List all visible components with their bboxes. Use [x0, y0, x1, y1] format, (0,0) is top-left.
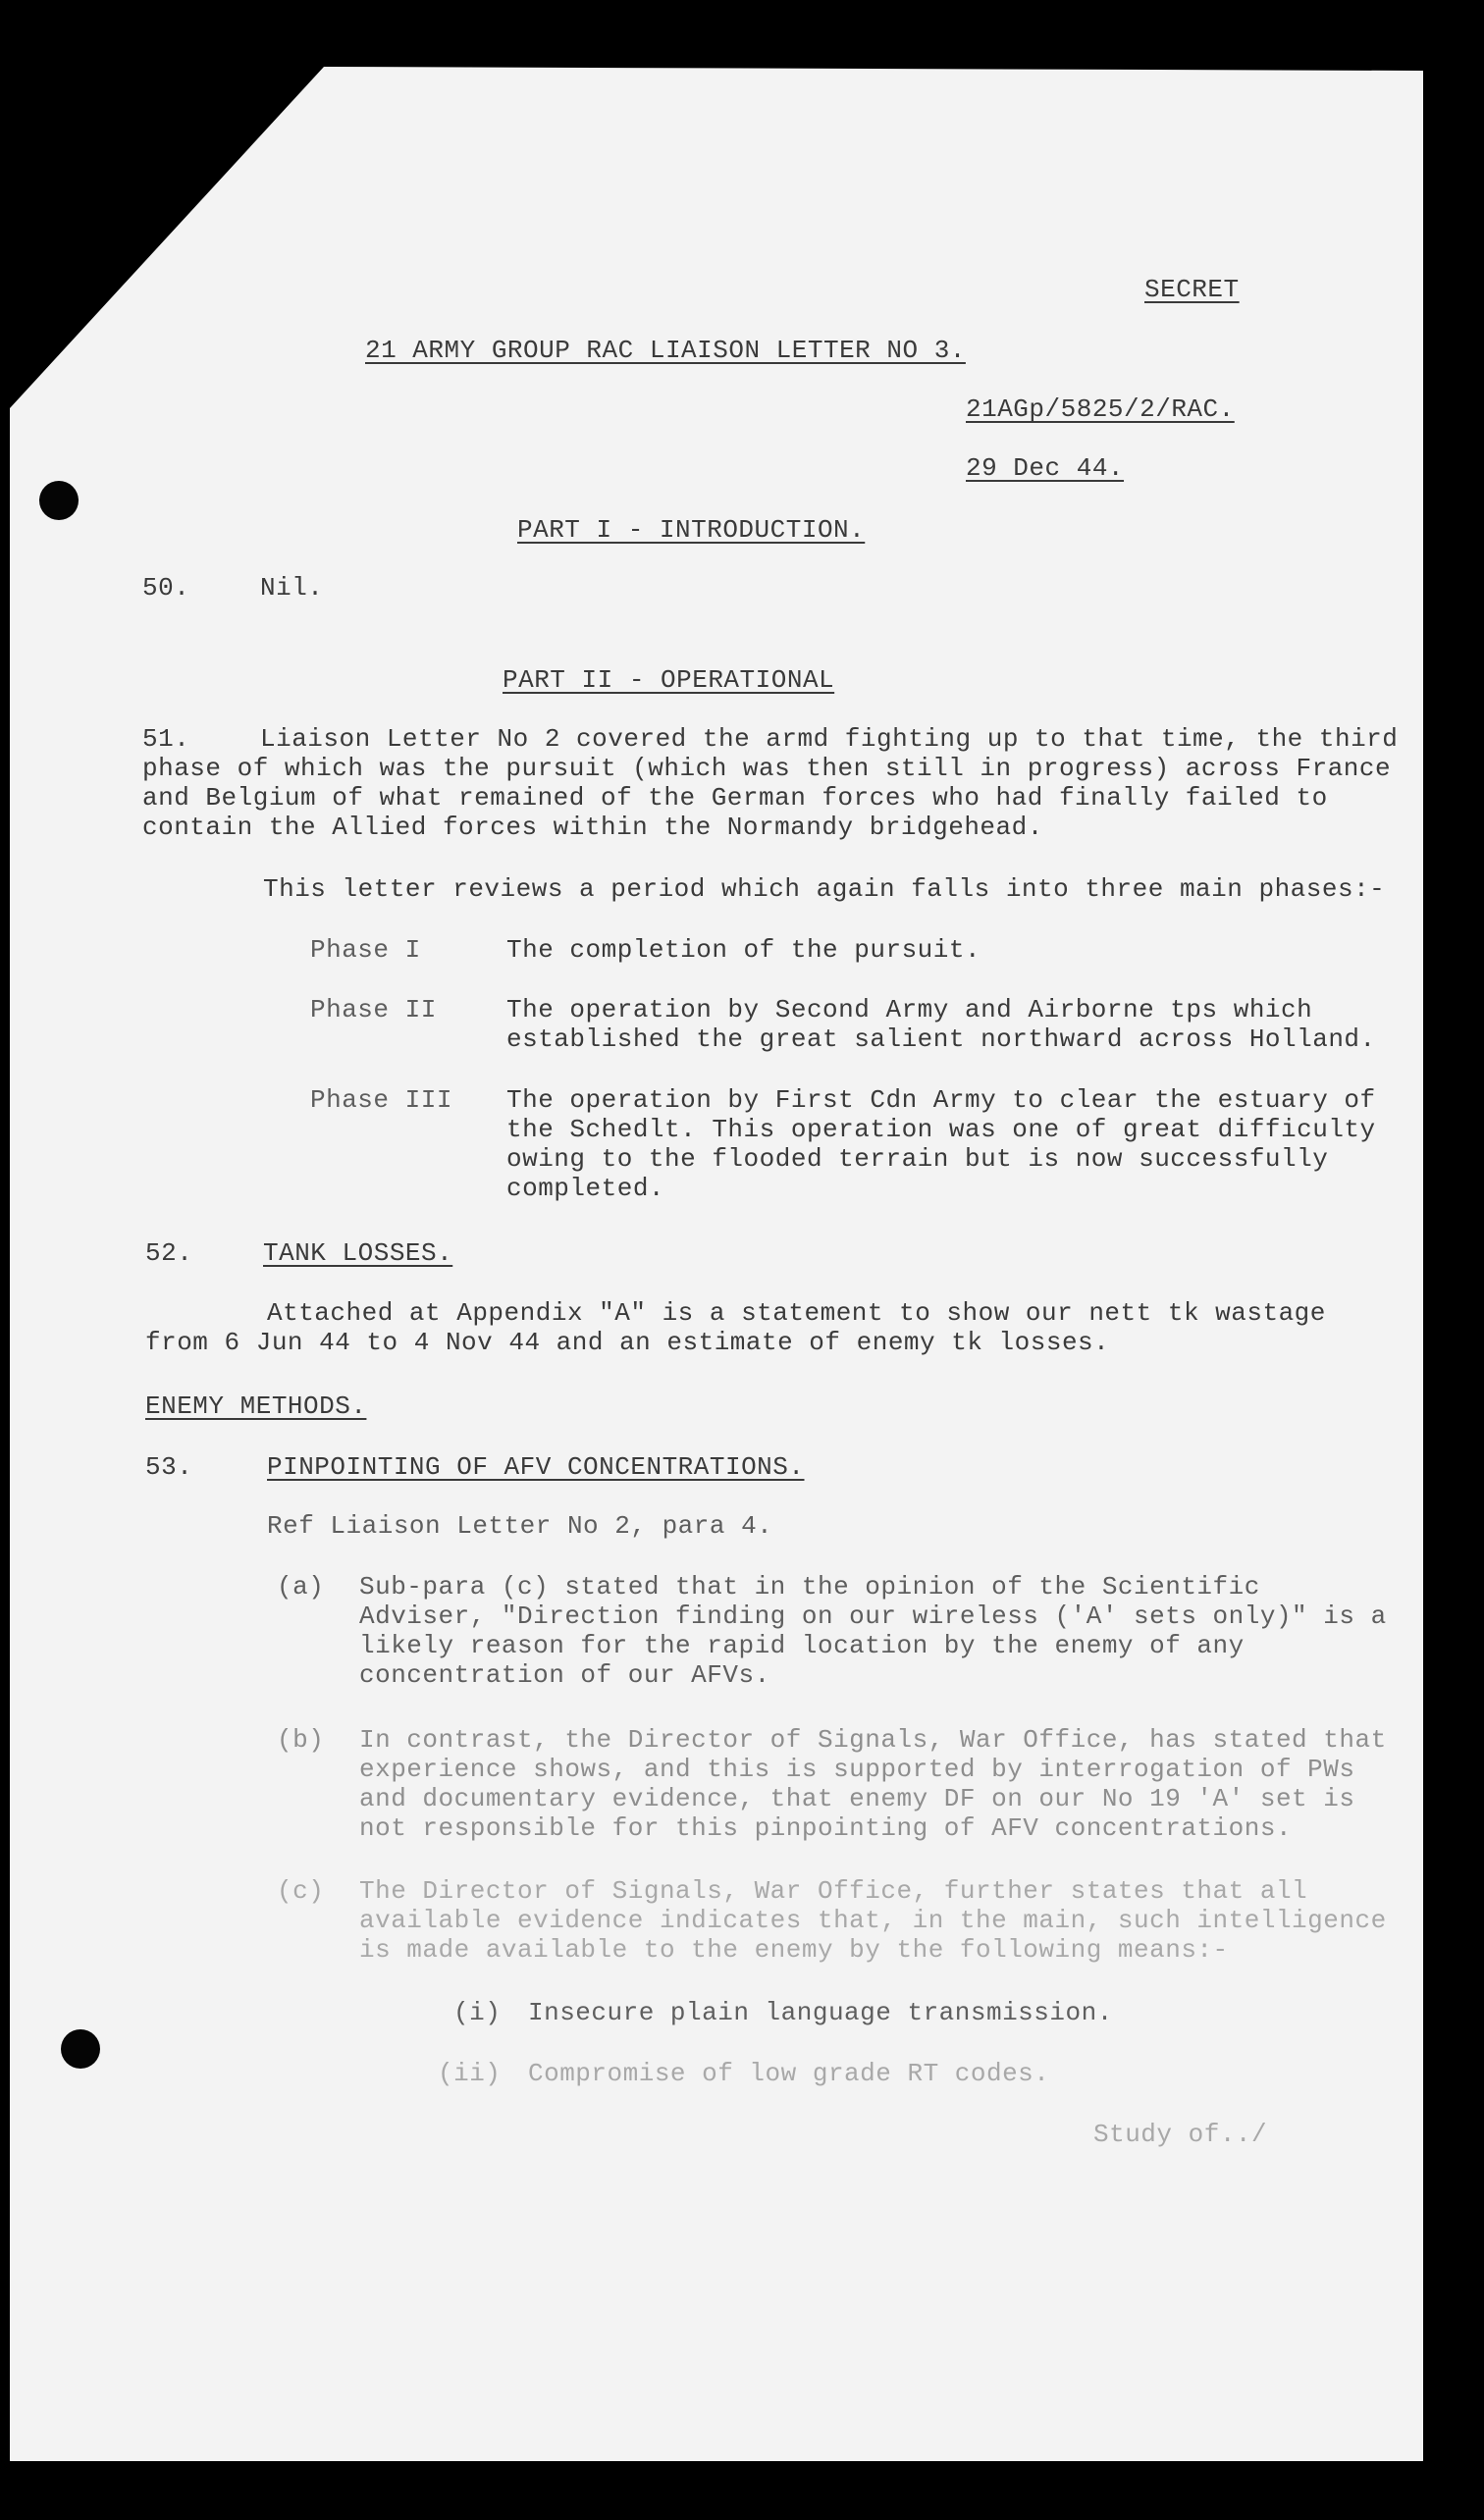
item-label: (a)	[277, 1572, 325, 1601]
para-52-line: from 6 Jun 44 to 4 Nov 44 and an estimate of enemy tk losses.	[145, 1328, 1110, 1357]
letter-title: 21 ARMY GROUP RAC LIAISON LETTER NO 3.	[365, 336, 966, 365]
phase-text: The operation by Second Army and Airborne tps which	[506, 995, 1313, 1024]
item-line: and documentary evidence, that enemy DF on our No 19 'A' set is	[359, 1784, 1355, 1813]
subitem-label: (i)	[453, 1998, 502, 2027]
subitem-text: Compromise of low grade RT codes.	[528, 2059, 1050, 2088]
para-51-line: and Belgium of what remained of the German forces who had finally failed to	[142, 783, 1328, 813]
para-52-heading: TANK LOSSES.	[263, 1238, 453, 1268]
para-53-number: 53.	[145, 1452, 193, 1482]
part2-heading: PART II - OPERATIONAL	[503, 665, 835, 695]
para-51-line: Liaison Letter No 2 covered the armd fighting up to that time, the third	[260, 724, 1399, 754]
item-line: concentration of our AFVs.	[359, 1660, 770, 1690]
phase-text: The operation by First Cdn Army to clear the estuary of	[506, 1085, 1376, 1115]
phase-text: established the great salient northward across Holland.	[506, 1024, 1376, 1054]
para-50-text: Nil.	[260, 573, 324, 603]
letter-date: 29 Dec 44.	[966, 453, 1125, 483]
para-53-ref: Ref Liaison Letter No 2, para 4.	[267, 1511, 773, 1541]
punch-hole-top	[39, 481, 79, 520]
phase-text: The completion of the pursuit.	[506, 935, 981, 965]
para-51-line: phase of which was the pursuit (which was then still in progress) across France	[142, 754, 1392, 783]
classification: SECRET	[1144, 275, 1240, 304]
item-line: Sub-para (c) stated that in the opinion of the Scientific	[359, 1572, 1260, 1601]
phase-label: Phase III	[310, 1085, 452, 1115]
item-line: experience shows, and this is supported by interrogation of PWs	[359, 1755, 1355, 1784]
subitem-label: (ii)	[438, 2059, 502, 2088]
para-50-number: 50.	[142, 573, 190, 603]
item-line: not responsible for this pinpointing of AFV concentrations.	[359, 1813, 1293, 1843]
phase-text: completed.	[506, 1174, 665, 1203]
item-label: (b)	[277, 1725, 325, 1755]
item-line: likely reason for the rapid location by the enemy of any	[359, 1631, 1245, 1660]
enemy-methods-heading: ENEMY METHODS.	[145, 1391, 367, 1421]
phase-text: the Schedlt. This operation was one of great difficulty	[506, 1115, 1376, 1144]
para-52-number: 52.	[145, 1238, 193, 1268]
subitem-text: Insecure plain language transmission.	[528, 1998, 1113, 2027]
part1-heading: PART I - INTRODUCTION.	[517, 515, 866, 545]
para-51-number: 51.	[142, 724, 190, 754]
punch-hole-bottom	[61, 2029, 100, 2069]
item-line: is made available to the enemy by the following means:-	[359, 1935, 1229, 1965]
phase-label: Phase I	[310, 935, 421, 965]
item-line: available evidence indicates that, in the main, such intelligence	[359, 1906, 1387, 1935]
item-line: In contrast, the Director of Signals, War Office, has stated that	[359, 1725, 1387, 1755]
reference-number: 21AGp/5825/2/RAC.	[966, 394, 1235, 424]
para-51-line: contain the Allied forces within the Normandy bridgehead.	[142, 813, 1043, 842]
phase-label: Phase II	[310, 995, 437, 1024]
item-label: (c)	[277, 1876, 325, 1906]
para-53-heading: PINPOINTING OF AFV CONCENTRATIONS.	[267, 1452, 805, 1482]
phases-intro: This letter reviews a period which again falls into three main phases:-	[263, 874, 1386, 904]
continuation-note: Study of../	[1093, 2120, 1268, 2149]
item-line: The Director of Signals, War Office, further states that all	[359, 1876, 1308, 1906]
document-page	[10, 67, 1423, 2461]
phase-text: owing to the flooded terrain but is now successfully	[506, 1144, 1329, 1174]
para-52-line: Attached at Appendix "A" is a statement to show our nett tk wastage	[267, 1298, 1326, 1328]
item-line: Adviser, "Direction finding on our wireless ('A' sets only)" is a	[359, 1601, 1387, 1631]
